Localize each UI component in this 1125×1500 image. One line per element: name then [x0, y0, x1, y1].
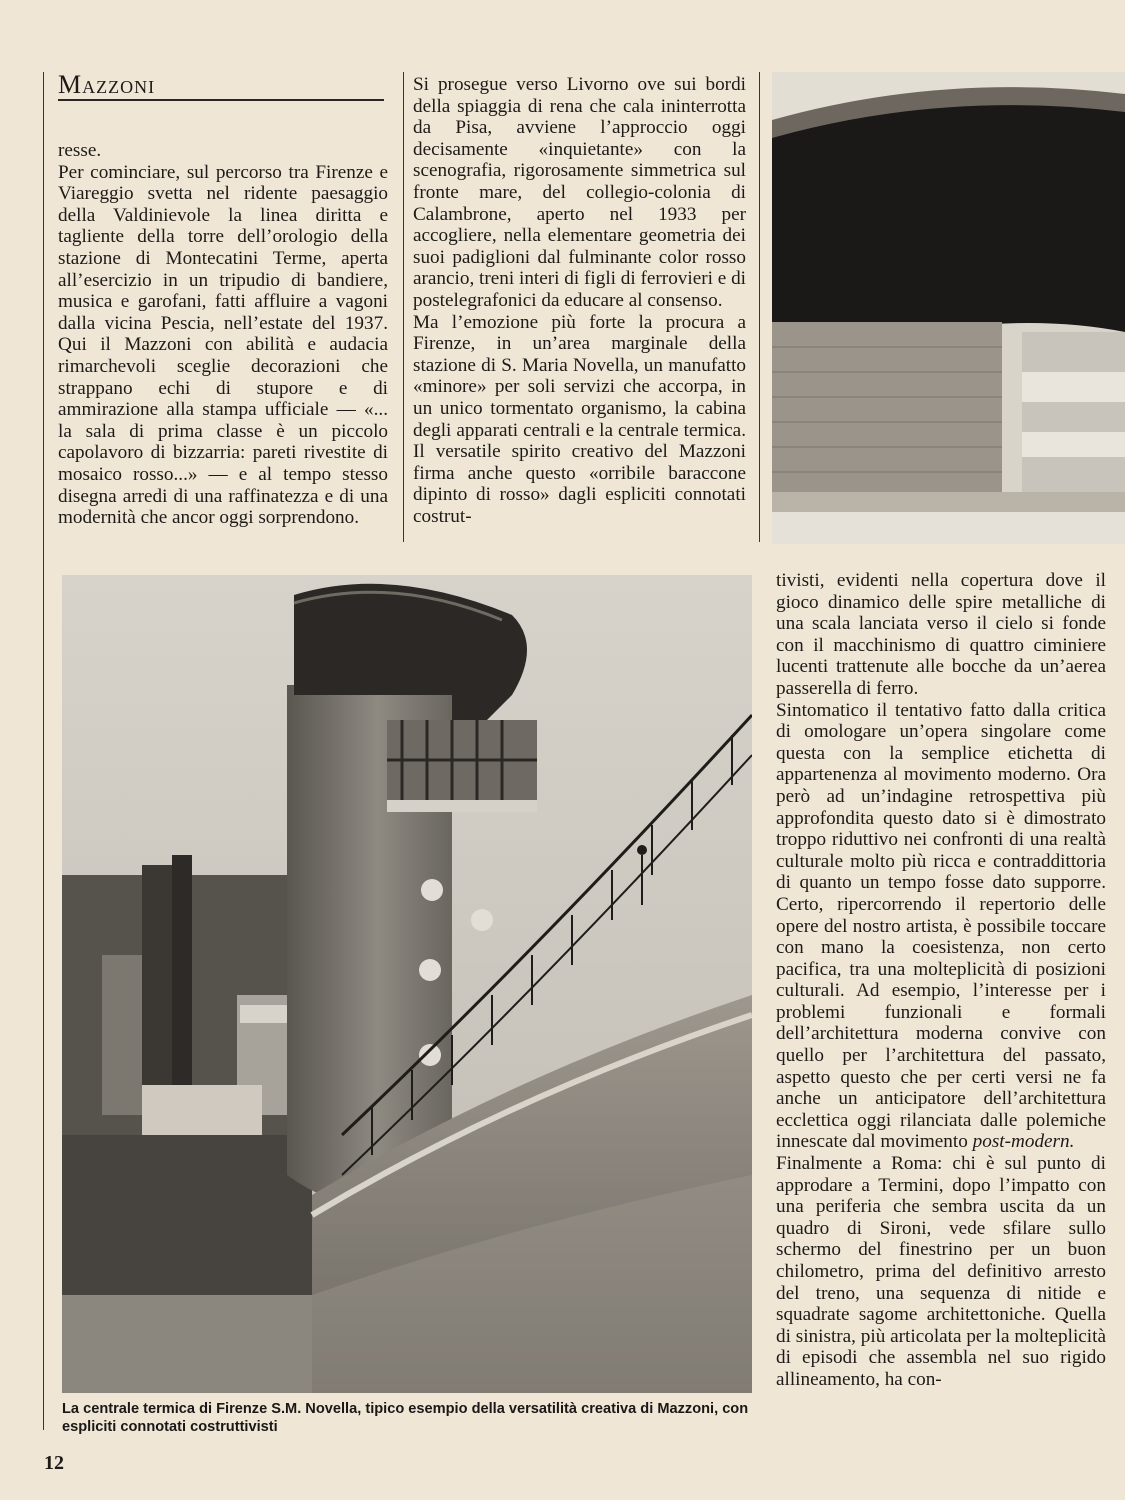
photo-centrale-termica-graphic — [62, 575, 752, 1393]
photo-top-right-graphic — [772, 72, 1125, 544]
paragraph: Si prosegue verso Livorno ove sui bordi della spiaggia di rena che cala ininterrotta da Pisa, avviene l’approccio oggi decisamente «inquietante» con la scenografia, rigorosamente simmetrica sul fronte mare, del collegio-colonia di Calambrone, aperto nel 1933 per accogliere, nella elementare geometria dei suoi padiglioni dal fulminante color rosso arancio, treni interi di figli di ferrovieri e di postelegrafonici da educare al consenso. — [413, 74, 746, 311]
page-number: 12 — [44, 1452, 64, 1474]
paragraph: Per cominciare, sul percorso tra Firenze e Viareggio svetta nel ridente paesaggio della Valdinievole la linea diritta e tagliente della torre dell’orologio della stazione di Montecatini Terme, aperta all’esercizio in un tripudio di bandiere, musica e garofani, fatti affluire a vagoni dalla vicina Pescia, nell’estate del 1937. Qui il Mazzoni con abilità e audacia rimarchevoli sceglie decorazioni che strappano echi di stupore e di ammirazione alla stampa ufficiale — «... la sala di prima classe è un piccolo capolavoro di bizzarria: pareti rivestite di mosaico rosso...» — e al tempo stesso disegna arredi di una raffinatezza e di una modernità che ancor oggi sorprendono. — [58, 161, 388, 529]
paragraph: resse. — [58, 140, 102, 161]
italic-term: post-modern. — [972, 1131, 1075, 1153]
column-divider-1 — [403, 72, 404, 542]
paragraph: tivisti, evidenti nella copertura dove il gioco dinamico delle spire metalliche di una scala lanciata verso il cielo si fonde con il macchinismo di quattro ciminiere lucenti trattenute alle bocche da un’aerea passerella di ferro. — [776, 570, 1106, 699]
page-header-title: Mazzoni — [58, 70, 156, 99]
column-divider-3 — [43, 72, 44, 1430]
paragraph: Finalmente a Roma: chi è sul punto di approdare a Termini, dopo l’impatto con una periferia che sembra uscita da un quadro di Sironi, vede sfilare sullo schermo del finestrino per un buon chilometro, prima del definitivo arresto del treno, una sequenza di nitide e squadrate sagome architettoniche. Quella di sinistra, più articolata per la molteplicità di episodi che assembla nel suo rigido allineamento, ha con- — [776, 1153, 1106, 1390]
paragraph: Ma l’emozione più forte la procura a Firenze, in un’area marginale della stazione di S. Maria Novella, un manufatto «minore» per soli servizi che accorpa, in un unico tormentato organismo, la cabina degli apparati centrali e la centrale termica. Il versatile spirito creativo del Mazzoni firma anche questo «orribile baraccone dipinto di rosso» dagli espliciti connotati costrut- — [413, 311, 746, 527]
column-2-text — [413, 74, 746, 527]
column-divider-2 — [759, 72, 760, 542]
photo-centrale-termica — [62, 575, 752, 1393]
column-1-text — [58, 140, 388, 529]
header-rule — [58, 99, 384, 101]
photo-top-right — [772, 72, 1125, 544]
photo-caption: La centrale termica di Firenze S.M. Novella, tipico esempio della versatilità creativa di Mazzoni, con espliciti connotati costruttivisti — [62, 1401, 749, 1435]
column-3-text — [776, 570, 1106, 1391]
paragraph: Sintomatico il tentativo fatto dalla critica di omologare un’opera singolare come questa con la semplice etichetta di appartenenza al movimento moderno. Ora però ad un’indagine retrospettiva più approfondita questo dato si è dimostrato troppo riduttivo nei confronti di una realtà culturale molto più ricca e contraddittoria di quanto un tempo fosse dato supporre. Certo, ripercorrendo il repertorio delle opere del nostro artista, è possibile toccare con mano la coesistenza, non certo pacifica, tra una molteplicità di posizioni culturali. Ad esempio, l’interesse per i problemi funzionali e formali dell’architettura moderna convive con quello per l’architettura del passato, aspetto questo che per certi versi ne fa anche un anticipatore dell’architettura ecclettica oggi rilanciata dalle polemiche innescate dal movimento — [776, 699, 1106, 1153]
